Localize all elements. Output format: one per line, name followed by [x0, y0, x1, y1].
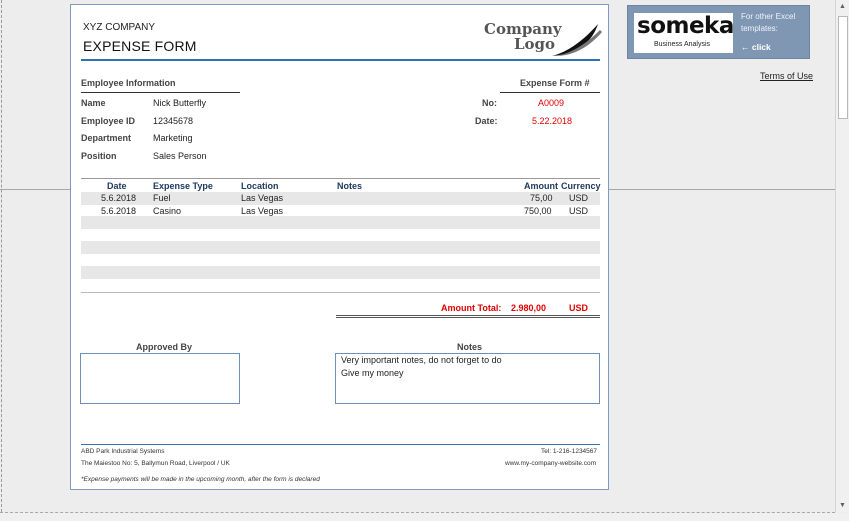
- someka-text-2: templates:: [741, 24, 778, 33]
- total-underline-1: [336, 315, 600, 316]
- position-label: Position: [81, 151, 117, 161]
- row-date: 5.6.2018: [101, 193, 137, 203]
- table-row-empty[interactable]: [81, 216, 600, 229]
- someka-click-link[interactable]: ← click: [741, 42, 771, 52]
- bottom-strip: [0, 513, 849, 521]
- form-title: EXPENSE FORM: [83, 38, 197, 54]
- logo-text-line2: Logo: [514, 35, 556, 53]
- someka-logo-word: someka: [637, 13, 734, 39]
- employee-id-label: Employee ID: [81, 116, 136, 126]
- row-expense-type: Casino: [153, 206, 182, 216]
- form-no-label: No:: [482, 98, 497, 108]
- footer-website: www.my-company-website.com: [505, 460, 597, 467]
- company-name: XYZ COMPANY: [83, 22, 156, 33]
- total-underline-2: [336, 317, 600, 318]
- footer-tel: Tel: 1-216-1234567: [541, 448, 598, 455]
- col-header-expense-type: Expense Type: [153, 181, 213, 191]
- approved-by-label: Approved By: [136, 342, 193, 352]
- footer-disclaimer: *Expense payments will be made in the upcoming month, after the form is declared: [81, 476, 320, 483]
- page-break-vertical: [1, 0, 2, 512]
- logo-swoosh-icon: [546, 22, 602, 58]
- notes-box[interactable]: [335, 353, 600, 404]
- row-date: 5.6.2018: [101, 206, 137, 216]
- footer-divider: [81, 444, 600, 445]
- table-row-empty[interactable]: [81, 279, 600, 292]
- form-date-value[interactable]: 5.22.2018: [532, 116, 573, 126]
- scroll-up-arrow-icon[interactable]: ▲: [839, 3, 846, 10]
- row-amount: 750,00: [524, 206, 552, 216]
- notes-label: Notes: [457, 342, 483, 352]
- employee-id-value[interactable]: 12345678: [153, 116, 194, 126]
- col-header-location: Location: [241, 181, 279, 191]
- notes-line-1: Very important notes, do not forget to do: [341, 355, 502, 365]
- department-value[interactable]: Marketing: [153, 133, 193, 143]
- someka-logo: [634, 13, 733, 53]
- expense-form-page: [70, 4, 609, 490]
- expense-form-number-underline: [500, 92, 600, 93]
- col-header-amount: Amount: [524, 181, 558, 191]
- amount-total-label: Amount Total:: [441, 303, 502, 313]
- someka-text-1: For other Excel: [741, 12, 796, 21]
- approved-by-box[interactable]: [80, 353, 240, 404]
- col-header-date: Date: [107, 181, 127, 191]
- position-value[interactable]: Sales Person: [153, 151, 207, 161]
- department-label: Department: [81, 133, 132, 143]
- someka-templates-banner[interactable]: [627, 5, 810, 59]
- notes-line-2: Give my money: [341, 368, 404, 378]
- amount-total-value: 2.980,00: [511, 303, 547, 313]
- table-row[interactable]: [81, 192, 600, 205]
- name-value[interactable]: Nick Butterfly: [153, 98, 207, 108]
- expense-form-number-heading: Expense Form #: [520, 78, 590, 88]
- row-currency: USD: [569, 193, 589, 203]
- table-row-empty[interactable]: [81, 266, 600, 279]
- row-location: Las Vegas: [241, 206, 284, 216]
- form-no-value[interactable]: A0009: [538, 98, 565, 108]
- row-expense-type: Fuel: [153, 193, 171, 203]
- table-top-line: [81, 178, 600, 179]
- col-header-currency: Currency: [561, 181, 601, 191]
- logo-text-line1: Company: [484, 20, 562, 38]
- footer-address-1: ABD Park Industrial Systems: [81, 448, 165, 455]
- form-date-label: Date:: [475, 116, 498, 126]
- scroll-down-arrow-icon[interactable]: ▼: [839, 502, 846, 509]
- row-location: Las Vegas: [241, 193, 284, 203]
- footer-address-2: The Maiestoo No: 5, Ballymun Road, Liverpool / UK: [81, 460, 230, 467]
- employee-info-heading: Employee Information: [81, 78, 176, 88]
- company-logo: [484, 20, 602, 58]
- title-divider: [81, 59, 600, 61]
- employee-info-underline: [81, 92, 240, 93]
- table-bottom-line: [81, 292, 600, 293]
- name-label: Name: [81, 98, 106, 108]
- amount-total-currency: USD: [569, 303, 589, 313]
- scrollbar-thumb[interactable]: [838, 16, 848, 119]
- row-currency: USD: [569, 206, 589, 216]
- someka-logo-subtitle: Business Analysis: [654, 41, 711, 48]
- row-amount: 75,00: [530, 193, 553, 203]
- vertical-scrollbar[interactable]: [835, 0, 849, 512]
- terms-of-use-link[interactable]: Terms of Use: [760, 71, 814, 81]
- table-row-empty[interactable]: [81, 241, 600, 254]
- col-header-notes: Notes: [337, 181, 363, 191]
